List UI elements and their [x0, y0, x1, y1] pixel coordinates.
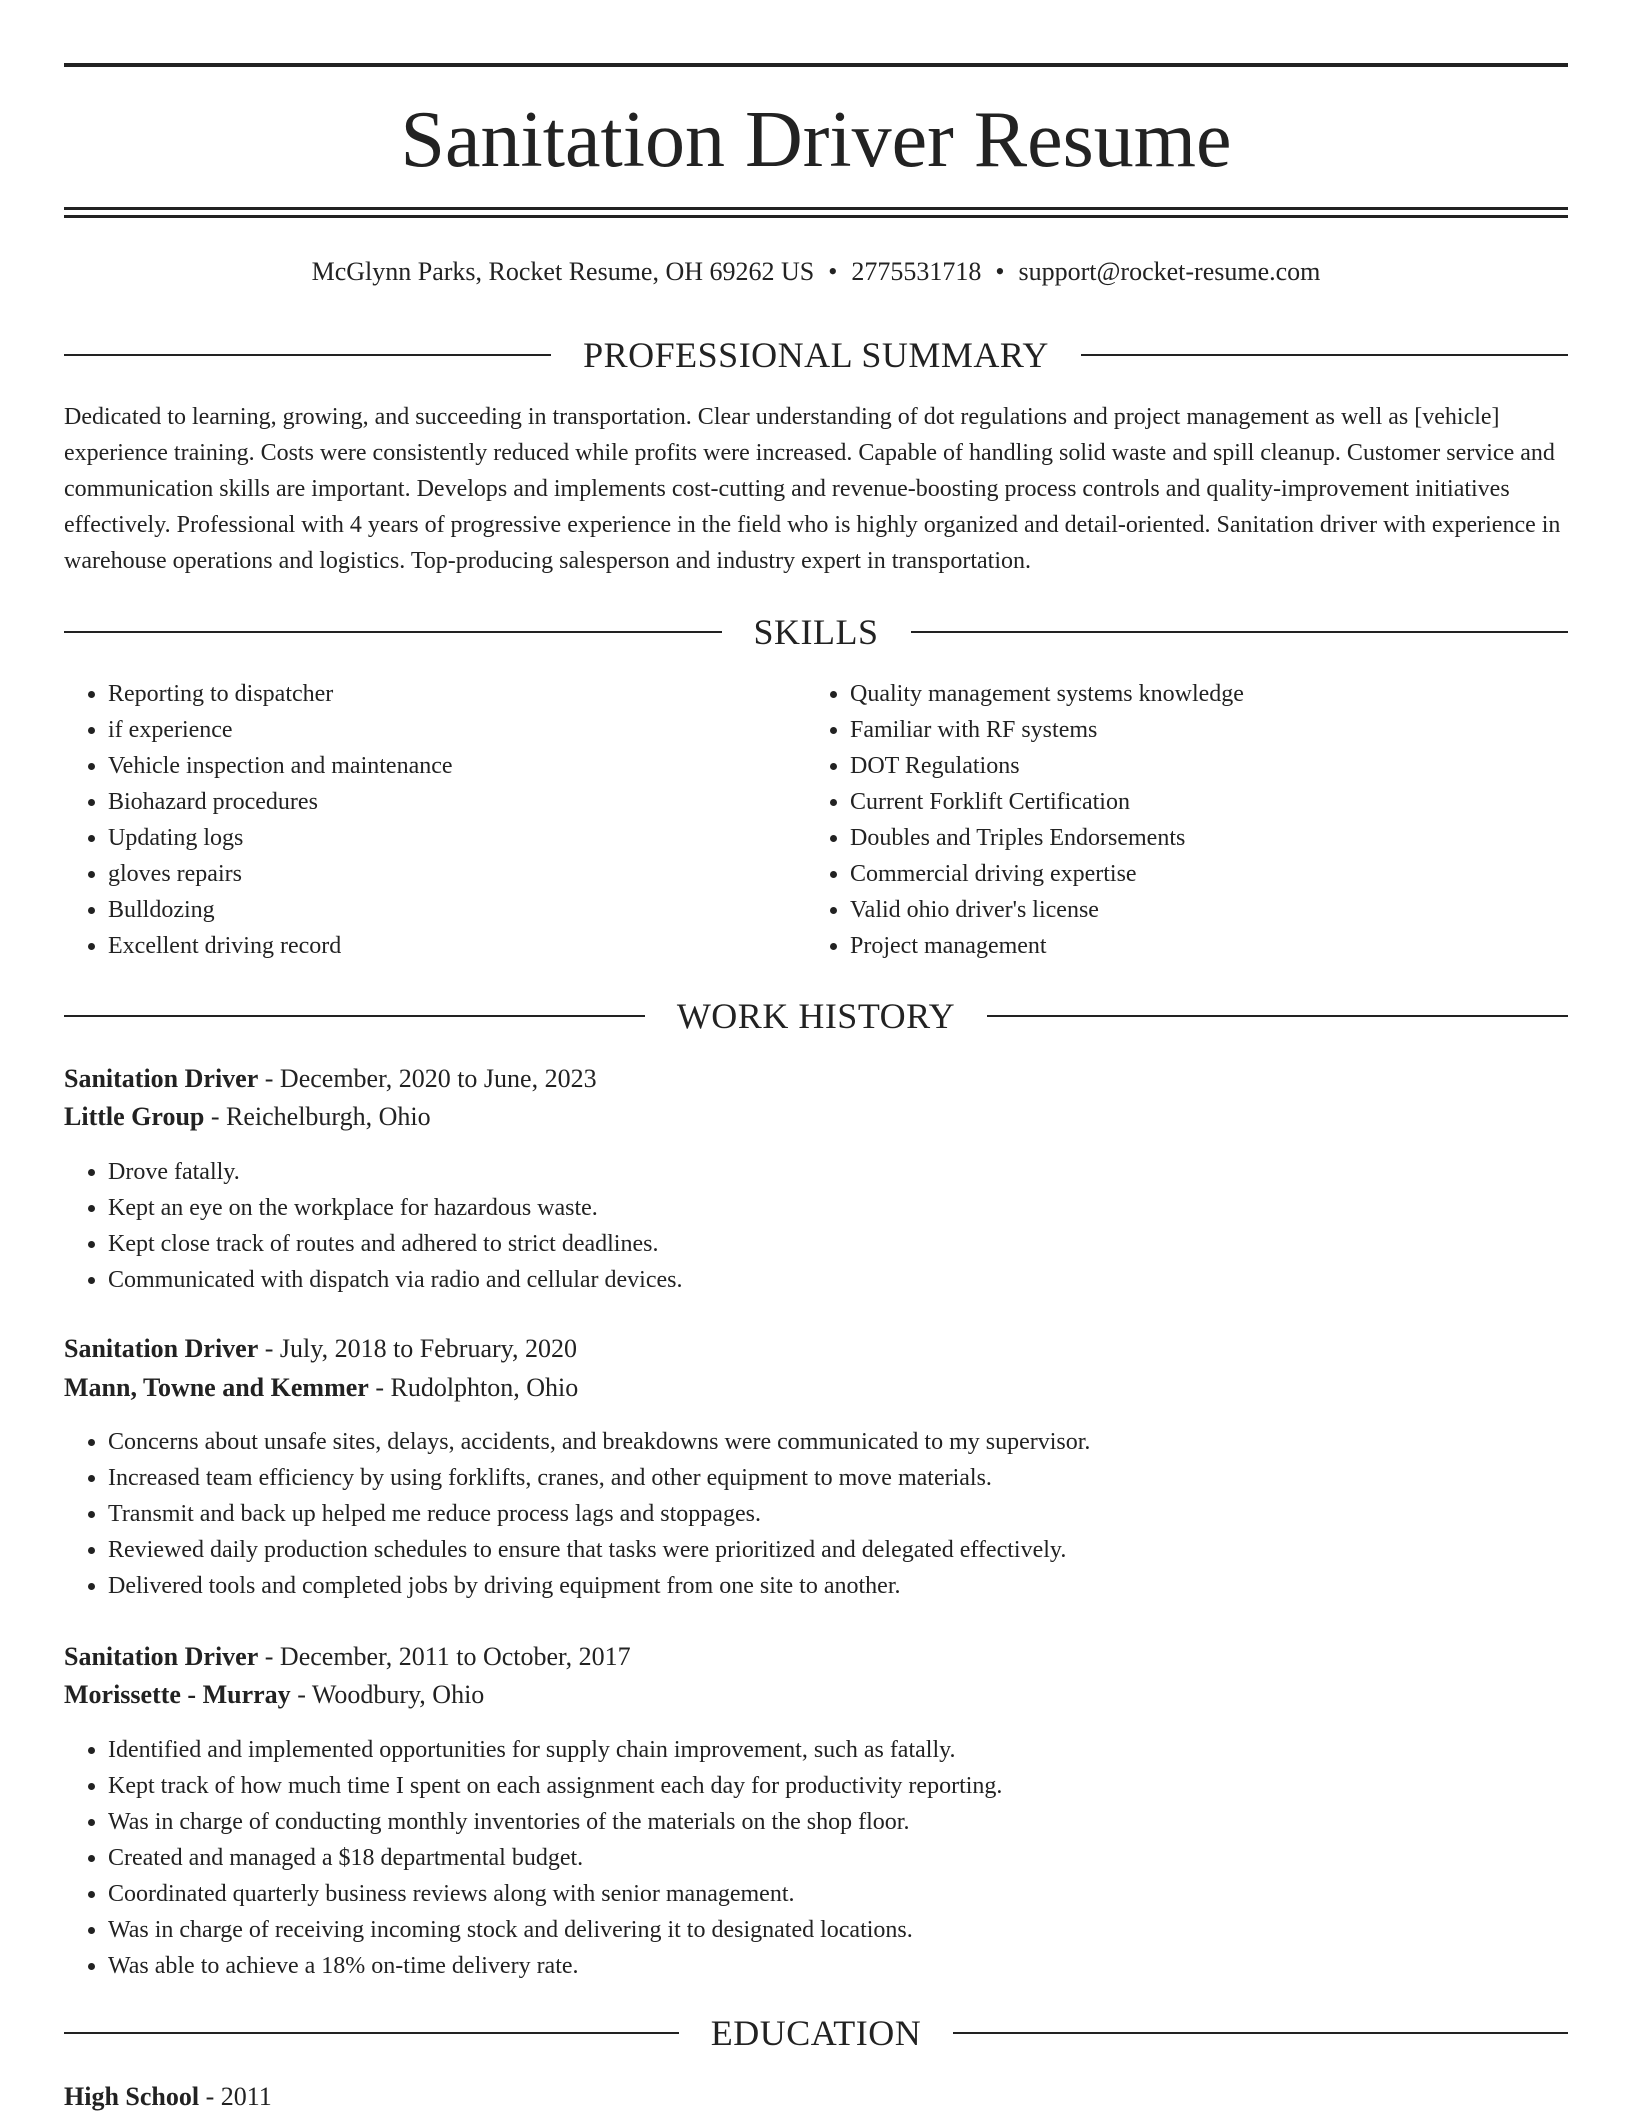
education-heading — [64, 2011, 1568, 2055]
job-company-line — [64, 1677, 1568, 1713]
skill-item: • Current Forklift Certification — [850, 784, 1566, 820]
contact-phone: 2775531718 — [851, 257, 982, 286]
job-title-line — [64, 1639, 1568, 1675]
education-heading-label: EDUCATION — [710, 2013, 922, 2053]
title-rule-lower — [64, 215, 1568, 218]
heading-rule-right — [1081, 354, 1568, 356]
education-line — [64, 2079, 1568, 2115]
job-bullet: • Reviewed daily production schedules to ensure that tasks were prioritized and delegated effectively. — [108, 1532, 1568, 1568]
job-bullet: • Identified and implemented opportunities for supply chain improvement, such as fatally. — [108, 1732, 1568, 1768]
skills-column-left — [64, 676, 764, 964]
education-school: High School — [64, 2082, 200, 2111]
skill-item: • Updating logs — [108, 820, 764, 856]
skill-item: • Valid ohio driver's license — [850, 892, 1566, 928]
job-bullet: • Coordinated quarterly business reviews along with senior management. — [108, 1876, 1568, 1912]
job-bullet: • Transmit and back up helped me reduce process lags and stoppages. — [108, 1496, 1568, 1532]
skill-item: • Commercial driving expertise — [850, 856, 1566, 892]
skills-heading — [64, 610, 1568, 654]
contact-separator: • — [995, 257, 1005, 286]
skill-item: • Excellent driving record — [108, 928, 764, 964]
job-title: Sanitation Driver — [64, 1642, 259, 1671]
contact-separator: • — [828, 257, 838, 286]
job-bullet: • Concerns about unsafe sites, delays, accidents, and breakdowns were communicated to my supervisor. — [108, 1424, 1568, 1460]
summary-heading — [64, 333, 1568, 377]
job-location: - Woodbury, Ohio — [290, 1680, 485, 1709]
job-bullet: • Increased team efficiency by using forklifts, cranes, and other equipment to move materials. — [108, 1460, 1568, 1496]
job-bullet: • Was in charge of conducting monthly inventories of the materials on the shop floor. — [108, 1804, 1568, 1840]
skill-item: • if experience — [108, 712, 764, 748]
resume-title: Sanitation Driver Resume — [400, 96, 1232, 184]
job-title: Sanitation Driver — [64, 1064, 259, 1093]
skill-item: • Quality management systems knowledge — [850, 676, 1566, 712]
job-title: Sanitation Driver — [64, 1334, 259, 1363]
skill-item: • Vehicle inspection and maintenance — [108, 748, 764, 784]
job-bullet: • Communicated with dispatch via radio and cellular devices. — [108, 1262, 1568, 1298]
heading-rule-left — [64, 354, 551, 356]
job-bullet: • Created and managed a $18 departmental budget. — [108, 1840, 1568, 1876]
summary-text: Dedicated to learning, growing, and succeeding in transportation. Clear understanding of dot regulations and project management as well as [vehicle] experience training. Costs were consistently reduced while profits were increased. Capable of handling solid waste and spill cleanup. Customer service and communication skills are important. Develops and implements cost-cutting and revenue-boosting process controls and quality-improvement initiatives effectively. Professional with 4 years of progressive experience in the field who is highly organized and detail-oriented. Sanitation driver with experience in warehouse operations and logistics. Top-producing salesperson and industry expert in transportation. — [64, 404, 1561, 574]
contact-address: McGlynn Parks, Rocket Resume, OH 69262 US — [311, 257, 815, 286]
job-bullet: • Drove fatally. — [108, 1154, 1568, 1190]
job-company: Little Group — [64, 1102, 205, 1131]
heading-rule-right — [911, 631, 1569, 633]
job-bullets — [64, 1424, 1568, 1604]
job-bullet: • Was in charge of receiving incoming stock and delivering it to designated locations. — [108, 1912, 1568, 1948]
heading-rule-left — [64, 1015, 645, 1017]
education-year: - 2011 — [199, 2082, 272, 2111]
job-location: - Reichelburgh, Ohio — [204, 1102, 431, 1131]
heading-rule-right — [953, 2032, 1568, 2034]
skill-item: • Bulldozing — [108, 892, 764, 928]
job-dates: - July, 2018 to February, 2020 — [258, 1334, 577, 1363]
skill-item: • Familiar with RF systems — [850, 712, 1566, 748]
job-company: Mann, Towne and Kemmer — [64, 1373, 369, 1402]
job-bullets — [64, 1154, 1568, 1298]
top-rule — [64, 63, 1568, 67]
job-bullet: • Kept close track of routes and adhered to strict deadlines. — [108, 1226, 1568, 1262]
contact-line — [64, 254, 1568, 290]
title-rule-upper — [64, 207, 1568, 210]
job-bullet: • Was able to achieve a 18% on-time delivery rate. — [108, 1948, 1568, 1984]
job-dates: - December, 2020 to June, 2023 — [258, 1064, 597, 1093]
contact-email: support@rocket-resume.com — [1018, 257, 1321, 286]
job-bullet: • Kept an eye on the workplace for hazardous waste. — [108, 1190, 1568, 1226]
heading-rule-right — [987, 1015, 1568, 1017]
work-history-heading — [64, 994, 1568, 1038]
skill-item: • Biohazard procedures — [108, 784, 764, 820]
job-title-line — [64, 1331, 1568, 1367]
skill-item: • gloves repairs — [108, 856, 764, 892]
job-bullet: • Kept track of how much time I spent on each assignment each day for productivity reporting. — [108, 1768, 1568, 1804]
job-dates: - December, 2011 to October, 2017 — [258, 1642, 631, 1671]
summary-heading-label: PROFESSIONAL SUMMARY — [583, 335, 1049, 375]
job-company: Morissette - Murray — [64, 1680, 291, 1709]
skills-heading-label: SKILLS — [753, 612, 879, 652]
skill-item: • DOT Regulations — [850, 748, 1566, 784]
job-title-line — [64, 1061, 1568, 1097]
job-location: - Rudolphton, Ohio — [368, 1373, 579, 1402]
work-history-heading-label: WORK HISTORY — [676, 996, 956, 1036]
job-company-line — [64, 1099, 1568, 1135]
heading-rule-left — [64, 631, 722, 633]
job-bullet: • Delivered tools and completed jobs by driving equipment from one site to another. — [108, 1568, 1568, 1604]
skill-item: • Doubles and Triples Endorsements — [850, 820, 1566, 856]
heading-rule-left — [64, 2032, 679, 2034]
skill-item: • Reporting to dispatcher — [108, 676, 764, 712]
skills-column-right — [806, 676, 1566, 964]
job-bullets — [64, 1732, 1568, 1984]
job-company-line — [64, 1370, 1568, 1406]
skill-item: • Project management — [850, 928, 1566, 964]
